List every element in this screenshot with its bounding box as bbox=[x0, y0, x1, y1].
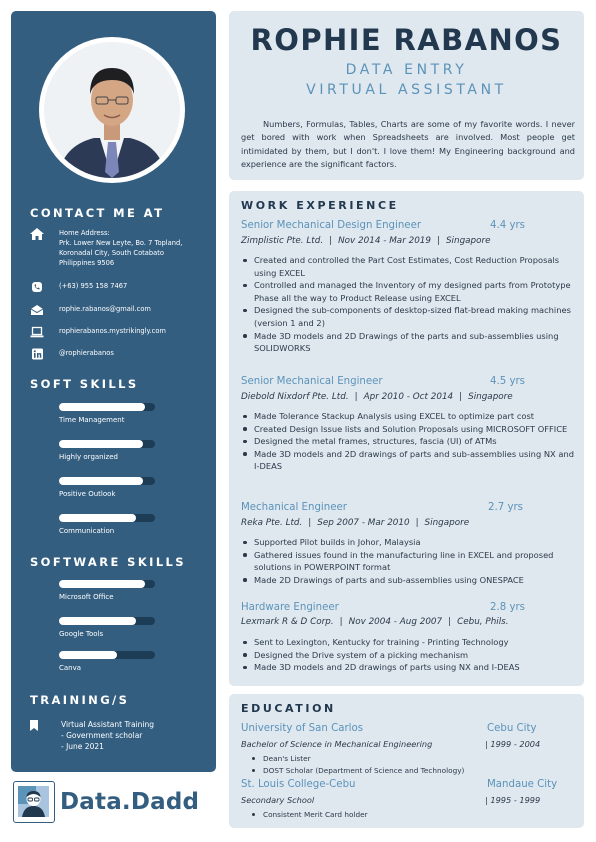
skill-label: Microsoft Office bbox=[59, 593, 114, 601]
skill-level-fill bbox=[59, 651, 117, 659]
list-item: Designed the sub-components of desktop-sized flat-bread making machines (version 1 and 2) bbox=[241, 304, 575, 329]
list-item: DOST Scholar (Department of Science and Technology) bbox=[241, 765, 575, 777]
skill-item bbox=[59, 477, 155, 498]
separator: | bbox=[354, 392, 358, 402]
school-name: University of San Carlos bbox=[241, 723, 364, 734]
home-icon bbox=[30, 228, 44, 240]
separator: | bbox=[329, 236, 333, 246]
separator: | bbox=[485, 739, 491, 749]
separator: | bbox=[308, 518, 312, 528]
list-item: Designed the Drive system of a picking mechanism bbox=[241, 649, 575, 662]
header-panel bbox=[229, 11, 584, 180]
skill-item bbox=[59, 514, 155, 535]
skill-label: Highly organized bbox=[59, 453, 118, 461]
separator: | bbox=[485, 795, 491, 805]
list-item: Created and controlled the Part Cost Estimates, Cost Reduction Proposals using EXCEL bbox=[241, 254, 575, 279]
list-item: Sent to Lexington, Kentucky for training - Printing Technology bbox=[241, 636, 575, 649]
skill-level-bar bbox=[59, 403, 155, 411]
skill-level-bar bbox=[59, 580, 155, 588]
skill-level-fill bbox=[59, 514, 136, 522]
job-dates: Sep 2007 - Mar 2010 bbox=[317, 518, 410, 528]
education-panel bbox=[229, 694, 584, 828]
training-text: Virtual Assistant Training - Government scholar - June 2021 bbox=[61, 720, 155, 751]
school-years-line bbox=[485, 795, 540, 805]
contact-phone bbox=[30, 281, 127, 293]
linkedin-link[interactable]: @rophierabanos bbox=[59, 349, 114, 357]
job-years: 4.4 yrs bbox=[490, 220, 525, 231]
training-heading: TRAINING/S bbox=[30, 693, 130, 707]
job-location: Singapore bbox=[424, 518, 470, 528]
skill-item bbox=[59, 440, 155, 461]
skill-label: Communication bbox=[59, 527, 115, 535]
skill-label: Time Management bbox=[59, 416, 125, 424]
job-location: Singapore bbox=[468, 392, 513, 402]
school-city: Mandaue City bbox=[487, 779, 558, 790]
role-line-1: DATA ENTRY bbox=[345, 62, 468, 78]
list-item: Supported Pilot builds in Johor, Malaysia bbox=[241, 536, 575, 549]
job-responsibilities bbox=[241, 410, 575, 473]
skill-item bbox=[59, 403, 155, 424]
job-title: Senior Mechanical Design Engineer bbox=[241, 220, 422, 231]
skill-level-fill bbox=[59, 580, 145, 588]
website-link[interactable]: rophierabanos.mystrikingly.com bbox=[59, 327, 166, 335]
job-years: 4.5 yrs bbox=[490, 376, 525, 387]
work-experience-heading: WORK EXPERIENCE bbox=[241, 199, 399, 212]
list-item: Created Design Issue lists and Solution Proposals using MICROSOFT OFFICE bbox=[241, 423, 575, 436]
skill-level-bar bbox=[59, 617, 155, 625]
contact-address bbox=[30, 228, 182, 268]
skill-level-fill bbox=[59, 477, 143, 485]
contact-email[interactable] bbox=[30, 304, 151, 316]
list-item: Made Tolerance Stackup Analysis using EXCEL to optimize part cost bbox=[241, 410, 575, 423]
school-years: 1999 - 2004 bbox=[490, 739, 541, 749]
job-location: Cebu, Phils. bbox=[457, 617, 509, 627]
logo-mark-icon bbox=[13, 781, 55, 823]
job-title: Mechanical Engineer bbox=[241, 502, 347, 513]
profile-photo bbox=[44, 42, 180, 178]
skill-item bbox=[59, 617, 155, 638]
school-name: St. Louis College-Cebu bbox=[241, 779, 356, 790]
list-item: Gathered issues found in the manufacturing line in EXCEL and proposed solutions in POWERPOINT format bbox=[241, 549, 575, 574]
training-item bbox=[30, 719, 154, 752]
list-item: Controlled and managed the Inventory of my designed parts from Prototype Phase all the way to Product Release using EXCEL bbox=[241, 279, 575, 304]
linkedin-icon bbox=[30, 348, 44, 360]
job-company: Reka Pte. Ltd. bbox=[241, 518, 303, 528]
envelope-icon bbox=[30, 304, 44, 316]
contact-linkedin[interactable] bbox=[30, 348, 114, 360]
job-location: Singapore bbox=[445, 236, 491, 246]
school-degree: Secondary School bbox=[241, 795, 315, 805]
job-responsibilities bbox=[241, 636, 575, 674]
separator: | bbox=[459, 392, 463, 402]
logo-wordmark: Data.Dadd bbox=[60, 789, 200, 815]
job-years: 2.7 yrs bbox=[488, 502, 523, 513]
skill-item bbox=[59, 651, 155, 672]
soft-skills-heading: SOFT SKILLS bbox=[30, 377, 139, 391]
separator: | bbox=[448, 617, 452, 627]
school-years-line bbox=[485, 739, 540, 749]
list-item: Made 3D models and 2D Drawings of the parts and sub-assemblies using SOLIDWORKS bbox=[241, 330, 575, 355]
skill-level-bar bbox=[59, 477, 155, 485]
school-achievements bbox=[241, 809, 575, 821]
job-company: Lexmark R & D Corp. bbox=[241, 617, 334, 627]
job-company-line bbox=[241, 236, 491, 246]
job-title: Hardware Engineer bbox=[241, 602, 339, 613]
profile-summary: Numbers, Formulas, Tables, Charts are some of my favorite words. I never get bored with work when Spreadsheets are involved. Most people get intimidated by them, but I don't. I love them! My Engineering background and experience are the significant factors. bbox=[241, 119, 575, 169]
list-item: Dean's Lister bbox=[241, 753, 575, 765]
job-responsibilities bbox=[241, 536, 575, 586]
job-dates: Apr 2010 - Oct 2014 bbox=[363, 392, 454, 402]
list-item: Made 3D models and 2D drawings of parts and sub-assemblies using NX and I-DEAS bbox=[241, 448, 575, 473]
job-dates: Nov 2014 - Mar 2019 bbox=[338, 236, 431, 246]
skill-label: Canva bbox=[59, 664, 82, 672]
contact-website[interactable] bbox=[30, 326, 166, 338]
skill-level-bar bbox=[59, 440, 155, 448]
skill-level-bar bbox=[59, 514, 155, 522]
list-item: Designed the metal frames, structures, fascia (UI) of ATMs bbox=[241, 435, 575, 448]
skill-level-bar bbox=[59, 651, 155, 659]
person-portrait-icon bbox=[44, 42, 180, 178]
job-company-line bbox=[241, 617, 509, 627]
software-skills-heading: SOFTWARE SKILLS bbox=[30, 555, 186, 569]
skill-level-fill bbox=[59, 403, 145, 411]
list-item: Made 3D models and 2D drawings of parts using NX and I-DEAS bbox=[241, 661, 575, 674]
contact-heading: CONTACT ME AT bbox=[30, 206, 165, 220]
email-link[interactable]: rophie.rabanos@gmail.com bbox=[59, 305, 151, 313]
job-responsibilities bbox=[241, 254, 575, 355]
laptop-icon bbox=[30, 326, 44, 338]
job-dates: Nov 2004 - Aug 2007 bbox=[348, 617, 443, 627]
skill-label: Positive Outlook bbox=[59, 490, 116, 498]
profile-photo-frame bbox=[39, 37, 185, 183]
address-text: Home Address: Prk. Lower New Leyte, Bo. 7 Topland, Koronadal City, South Cotabato Philippines 9506 bbox=[59, 229, 183, 267]
job-company-line bbox=[241, 518, 469, 528]
skill-item bbox=[59, 580, 155, 601]
list-item: Made 2D Drawings of parts and sub-assemblies using ONESPACE bbox=[241, 574, 575, 587]
school-degree: Bachelor of Science in Mechanical Engineering bbox=[241, 739, 433, 749]
bookmark-icon bbox=[30, 720, 38, 731]
separator: | bbox=[415, 518, 419, 528]
job-company-line bbox=[241, 392, 513, 402]
skill-level-fill bbox=[59, 440, 143, 448]
school-achievements bbox=[241, 753, 575, 776]
list-item: Consistent Merit Card holder bbox=[241, 809, 575, 821]
skill-label: Google Tools bbox=[59, 630, 104, 638]
skill-level-fill bbox=[59, 617, 136, 625]
sidebar bbox=[11, 11, 216, 772]
job-title: Senior Mechanical Engineer bbox=[241, 376, 383, 387]
job-company: Zimplistic Pte. Ltd. bbox=[241, 236, 324, 246]
education-heading: EDUCATION bbox=[241, 702, 336, 715]
job-company: Diebold Nixdorf Pte. Ltd. bbox=[241, 392, 349, 402]
school-years: 1995 - 1999 bbox=[490, 795, 541, 805]
phone-icon bbox=[30, 281, 44, 293]
work-experience-panel bbox=[229, 191, 584, 686]
role-line-2: VIRTUAL ASSISTANT bbox=[306, 82, 507, 98]
separator: | bbox=[339, 617, 343, 627]
phone-text: (+63) 955 158 7467 bbox=[59, 282, 128, 290]
page-title: ROPHIE RABANOS bbox=[250, 23, 563, 57]
separator: | bbox=[437, 236, 440, 246]
data-dadd-logo bbox=[13, 781, 199, 823]
school-city: Cebu City bbox=[487, 723, 537, 734]
job-years: 2.8 yrs bbox=[490, 602, 525, 613]
